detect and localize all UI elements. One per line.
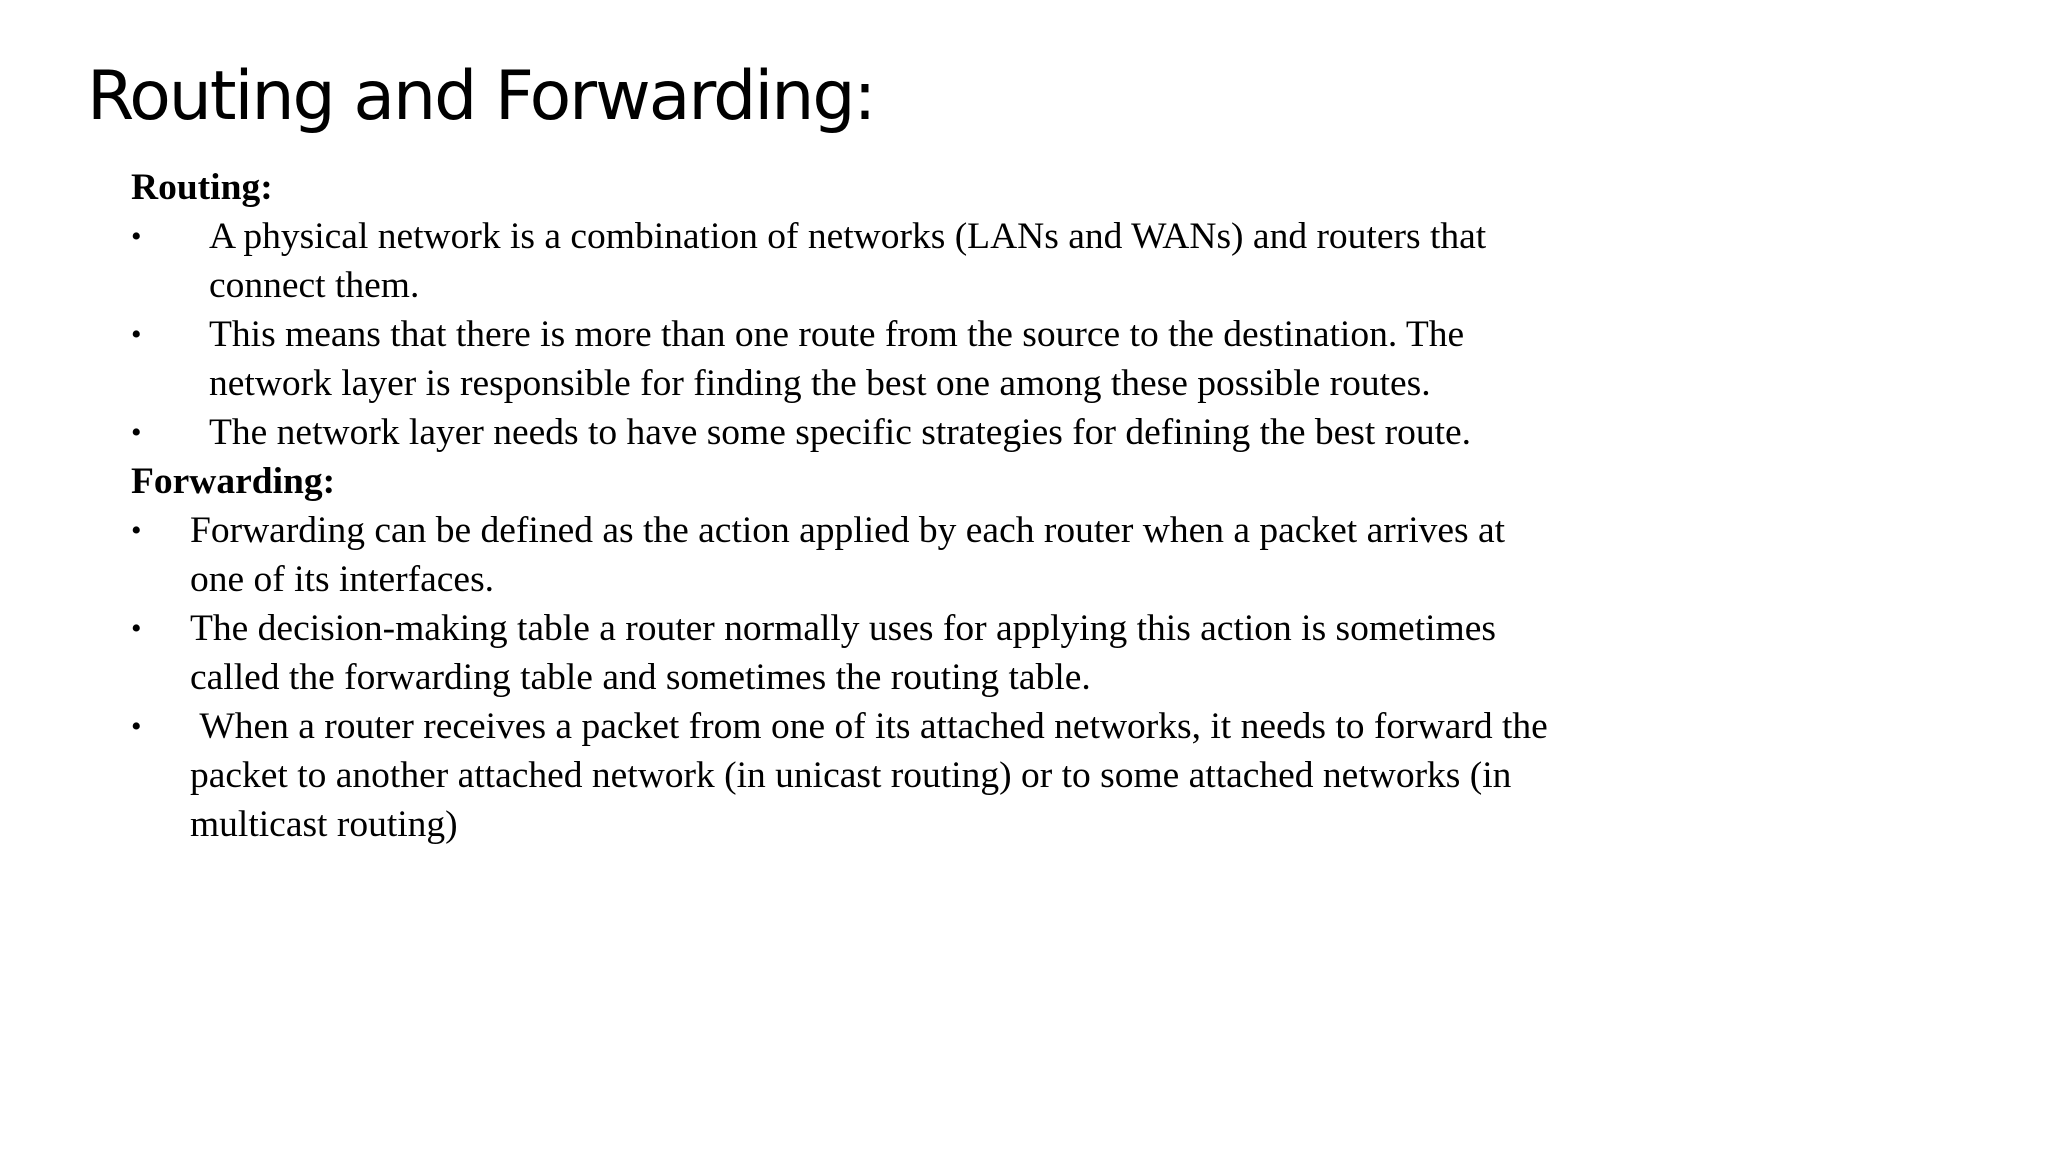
list-item [131,604,1551,702]
bullet-marker: • [131,416,142,449]
bullet-text: The network layer needs to have some specific strategies for defining the best route. [209,412,1472,453]
routing-bullet-list [131,212,1551,457]
list-item [131,506,1551,604]
list-item [131,212,1551,310]
bullet-marker: • [131,612,142,645]
slide-body [131,163,1558,849]
bullet-marker: • [131,220,142,253]
bullet-marker: • [131,318,142,351]
bullet-text: Forwarding can be defined as the action applied by each router when a packet arrives at one of its interfaces. [190,510,1506,600]
bullet-text: The decision-making table a router normally uses for applying this action is sometimes called the forwarding table and sometimes the routing table. [190,608,1496,698]
forwarding-section [131,457,1558,849]
forwarding-heading: Forwarding: [131,461,336,502]
routing-section [131,163,1551,457]
list-item [131,702,1558,849]
bullet-text: This means that there is more than one route from the source to the destination. The network layer is responsible for finding the best one among these possible routes. [209,314,1465,404]
bullet-marker: • [131,710,142,743]
slide-title: Routing and Forwarding: [87,57,875,136]
list-item [131,310,1551,408]
bullet-marker: • [131,514,142,547]
routing-heading: Routing: [131,167,273,208]
list-item [131,408,1551,457]
bullet-text: When a router receives a packet from one of its attached networks, it needs to forward the packet to another attached network (in unicast routing) or to some attached networks (in multicast routing) [190,706,1558,845]
forwarding-bullet-list [131,506,1558,849]
bullet-text: A physical network is a combination of networks (LANs and WANs) and routers that connect them. [209,216,1487,306]
